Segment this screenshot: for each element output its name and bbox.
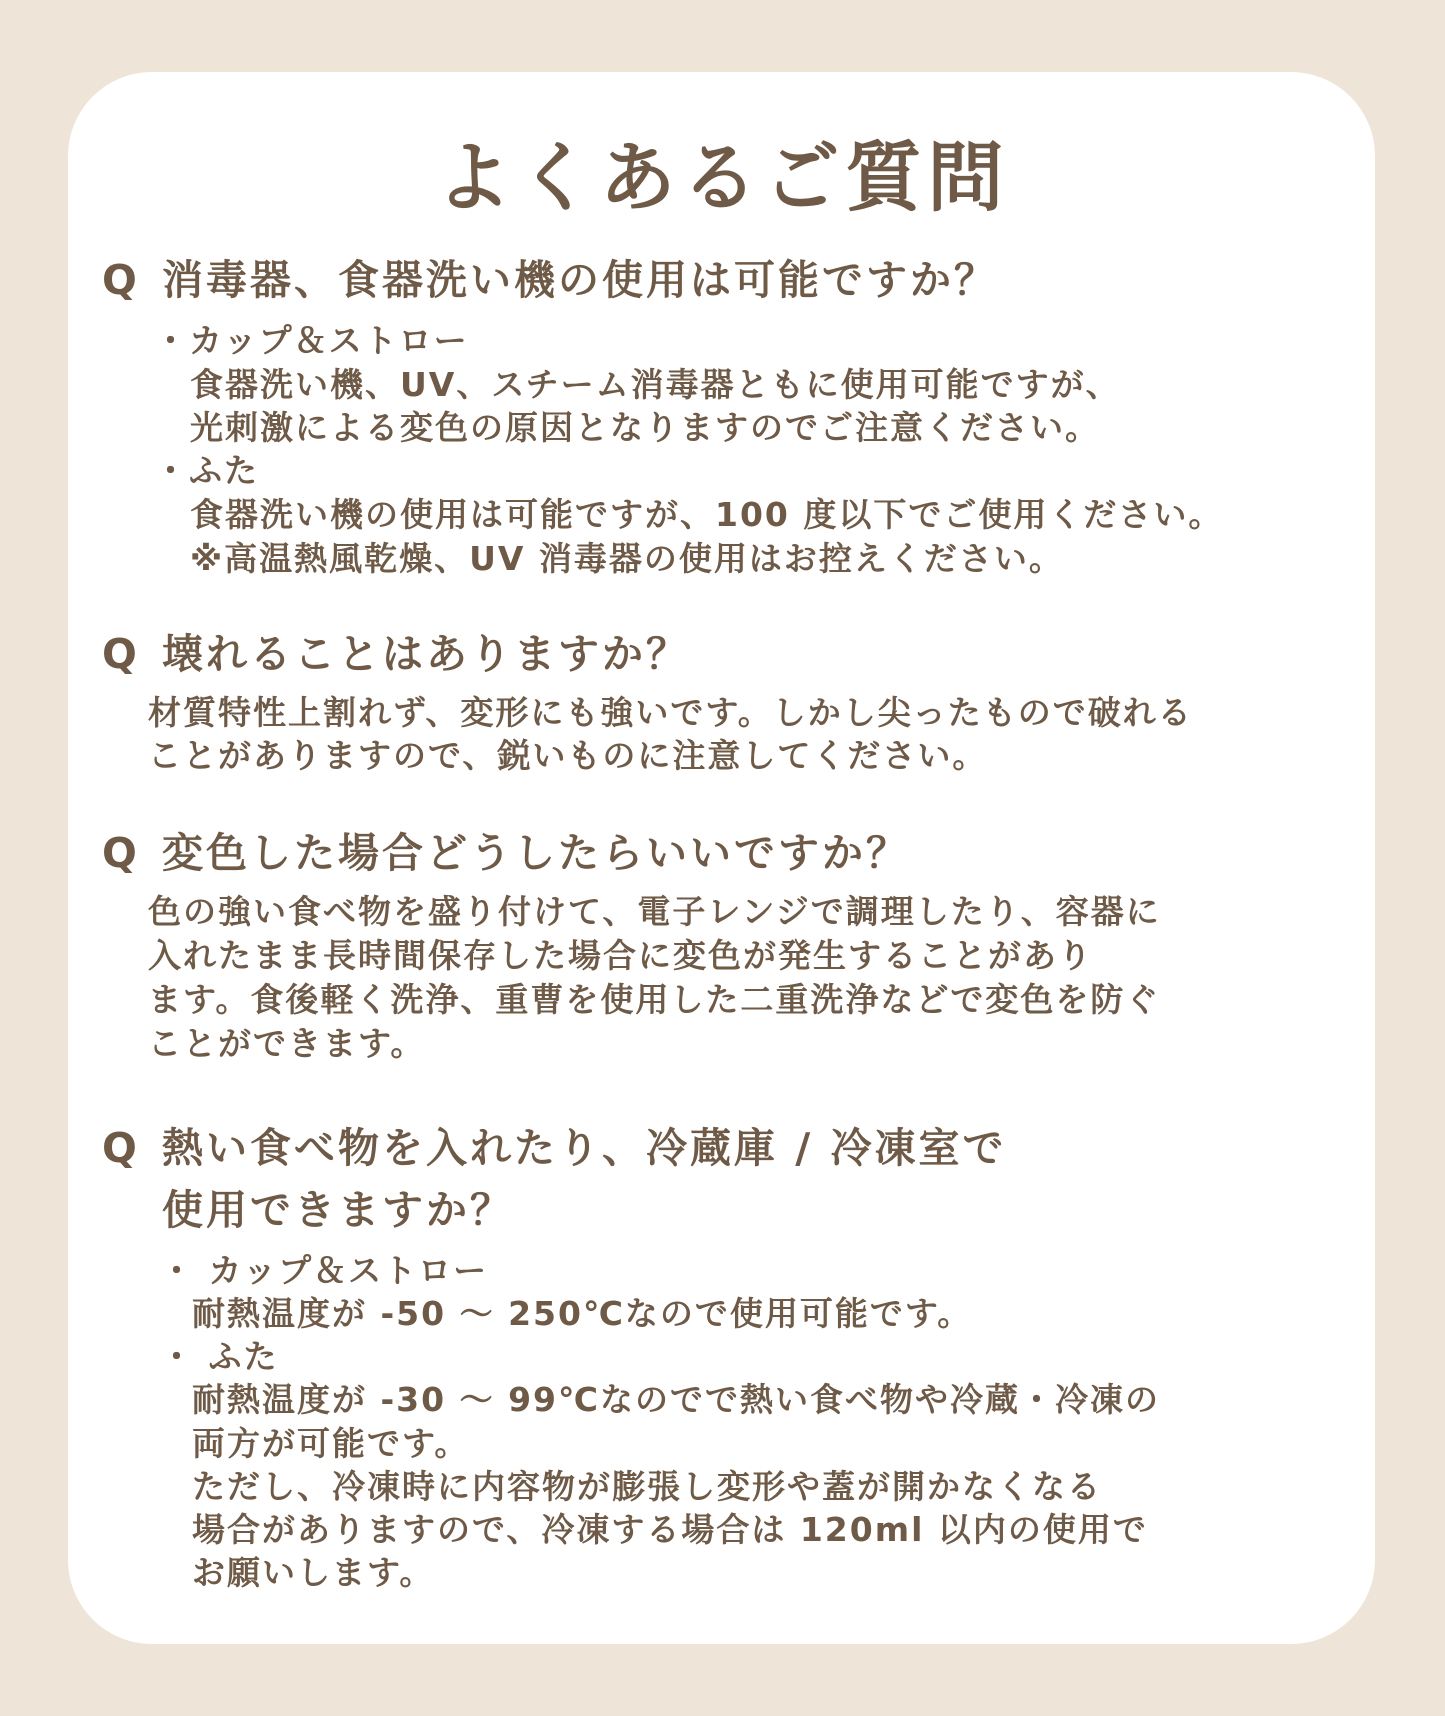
faq-4-line-5: 両方が可能です。 [192, 1424, 470, 1463]
faq-1-line-2: 食器洗い機、UV、スチーム消毒器ともに使用可能ですが、 [190, 365, 1121, 404]
faq-2-line-2: ことがありますので、鋭いものに注意してください。 [148, 736, 988, 775]
faq-1-line-5: 食器洗い機の使用は可能ですが、100 度以下でご使用ください。 [190, 495, 1224, 534]
faq-4-line-8: お願いします。 [192, 1553, 435, 1592]
q-mark: Q [102, 829, 140, 877]
faq-1-line-4: ・ふた [154, 451, 259, 490]
question-text: 壊れることはありますか？ [162, 630, 690, 678]
faq-1-line-3: 光刺激による変色の原因となりますのでご注意ください。 [190, 408, 1100, 447]
faq-question-2 [102, 627, 690, 681]
faq-3-line-3: ます。食後軽く洗浄、重曹を使用した二重洗浄などで変色を防ぐ [148, 980, 1161, 1019]
faq-question-3 [102, 826, 910, 880]
faq-4-line-6: ただし、冷凍時に内容物が膨張し変形や蓋が開かなくなる [192, 1467, 1102, 1506]
faq-4-line-3: ・ ふた [160, 1337, 279, 1376]
faq-1-line-6: ※高温熱風乾燥、UV 消毒器の使用はお控えください。 [190, 539, 1064, 578]
faq-3-line-4: ことができます。 [148, 1024, 426, 1063]
q-mark: Q [102, 630, 140, 678]
faq-4-line-1: ・ カップ＆ストロー [160, 1251, 489, 1290]
q-mark: Q [102, 1124, 140, 1172]
faq-3-line-2: 入れたまま長時間保存した場合に変色が発生することがあり [148, 936, 1093, 975]
question-text: 熱い食べ物を入れたり、冷蔵庫 / 冷凍室で [162, 1124, 1007, 1172]
question-text: 消毒器、食器洗い機の使用は可能ですか？ [162, 256, 998, 304]
faq-3-line-1: 色の強い食べ物を盛り付けて、電子レンジで調理したり、容器に [148, 892, 1161, 931]
faq-4-line-7: 場合がありますので、冷凍する場合は 120ml 以内の使用で [192, 1510, 1148, 1549]
page-title: よくあるご質問 [435, 133, 1010, 222]
question-text: 変色した場合どうしたらいいですか？ [162, 829, 910, 877]
faq-2-line-1: 材質特性上割れず、変形にも強いです。しかし尖ったもので破れる [148, 693, 1193, 732]
faq-4-line-4: 耐熱温度が -30 ～ 99℃なのでで熱い食べ物や冷蔵・冷凍の [192, 1380, 1160, 1419]
faq-4-line-2: 耐熱温度が -50 ～ 250℃なので使用可能です。 [192, 1294, 973, 1333]
faq-question-4 [102, 1121, 1007, 1175]
faq-question-4-cont: 使用できますか？ [162, 1186, 514, 1234]
faq-question-1 [102, 253, 998, 307]
q-mark: Q [102, 256, 140, 304]
faq-1-line-1: ・カップ＆ストロー [154, 321, 469, 360]
